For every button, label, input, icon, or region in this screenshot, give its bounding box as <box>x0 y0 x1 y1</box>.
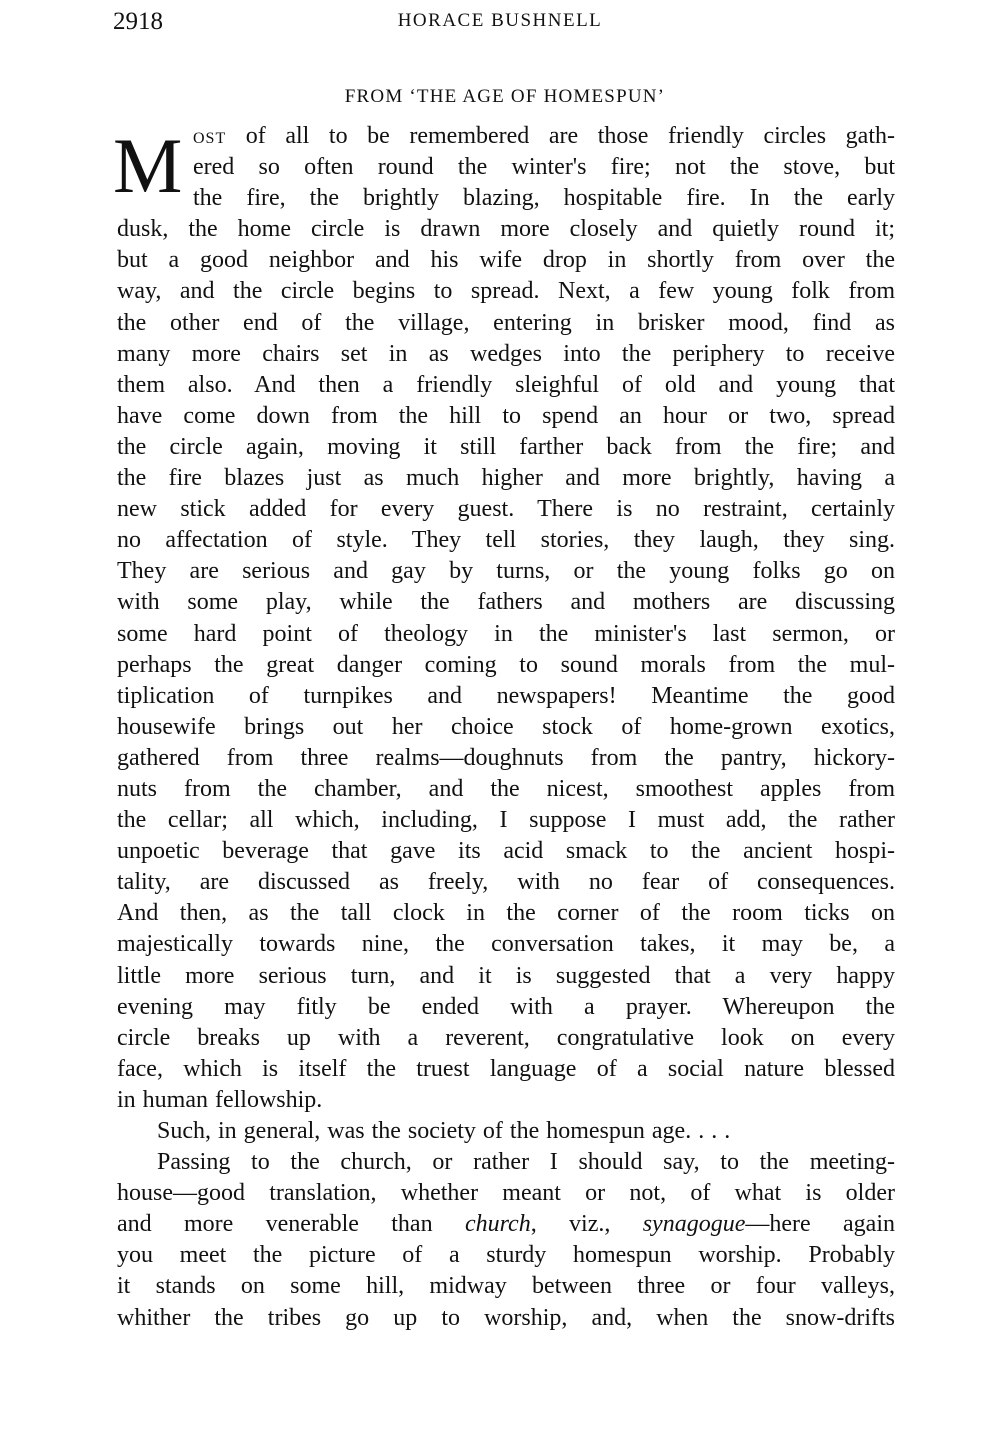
text-line: the fire, the brightly blazing, hospitable fire. In the early <box>193 185 895 212</box>
text-line: tiplication of turnpikes and newspapers! Meantime the good <box>117 682 895 709</box>
text-line: housewife brings out her choice stock of home-grown exotics, <box>117 713 895 740</box>
text-line: little more serious turn, and it is suggested that a very happy <box>117 962 895 989</box>
italic-word: synagogue <box>642 1211 746 1238</box>
text-line <box>117 1209 895 1240</box>
text-segment: —here again <box>745 1211 895 1238</box>
text-line: the fire blazes just as much higher and more brightly, having a <box>117 465 895 492</box>
text-line: many more chairs set in as wedges into the periphery to receive <box>117 340 895 367</box>
text-line: ered so often round the winter's fire; not the stove, but <box>193 154 895 181</box>
text-line: house—good translation, whether meant or not, of what is older <box>117 1180 895 1207</box>
text-line: in human fellowship. <box>117 1086 323 1113</box>
text-line: the cellar; all which, including, I suppose I must add, the rather <box>117 807 895 834</box>
page-number: 2918 <box>113 8 163 35</box>
paragraph-3 <box>117 1147 895 1334</box>
running-head: HORACE BUSHNELL <box>397 10 603 31</box>
text-line: tality, are discussed as freely, with no fear of consequences. <box>117 869 895 896</box>
text-line: the other end of the village, entering in brisker mood, find as <box>117 309 895 336</box>
text-line: with some play, while the fathers and mothers are discussing <box>117 589 895 616</box>
text-line: circle breaks up with a reverent, congratulative look on every <box>117 1024 895 1051</box>
paragraph-1 <box>117 121 895 1116</box>
text-line <box>193 121 895 152</box>
text-line: you meet the picture of a sturdy homespun worship. Probably <box>117 1242 895 1269</box>
text-line: Passing to the church, or rather I should say, to the meeting- <box>157 1149 895 1176</box>
text-line: unpoetic beverage that gave its acid smack to the ancient hospi- <box>117 838 895 865</box>
text-line: majestically towards nine, the conversation takes, it may be, a <box>117 931 895 958</box>
drop-cap: M <box>113 122 183 209</box>
text-line: nuts from the chamber, and the nicest, smoothest apples from <box>117 775 895 802</box>
text-line: some hard point of theology in the minister's last sermon, or <box>117 620 895 647</box>
paragraph-2: Such, in general, was the society of the homespun age. . . . <box>157 1118 731 1144</box>
text-line: evening may fitly be ended with a prayer. Whereupon the <box>117 993 895 1020</box>
text-segment: and more venerable than <box>117 1211 465 1238</box>
small-caps-opening: OST <box>193 130 227 147</box>
text-line: them also. And then a friendly sleighful of old and young that <box>117 371 895 398</box>
italic-word: church <box>464 1211 531 1238</box>
text-segment: , viz., <box>530 1211 643 1238</box>
text-line: it stands on some hill, midway between three or four valleys, <box>117 1273 895 1300</box>
section-title: FROM ‘THE AGE OF HOMESPUN’ <box>344 86 666 107</box>
text-line: And then, as the tall clock in the corner of the room ticks on <box>117 900 895 927</box>
body-text <box>113 121 895 1334</box>
text-line: They are serious and gay by turns, or the young folks go on <box>117 558 895 585</box>
text-line: have come down from the hill to spend an hour or two, spread <box>117 402 895 429</box>
text-line: face, which is itself the truest language of a social nature blessed <box>117 1055 895 1082</box>
text-line: no affectation of style. They tell stories, they laugh, they sing. <box>117 527 895 554</box>
text-line: way, and the circle begins to spread. Next, a few young folk from <box>117 278 895 305</box>
text-line: the circle again, moving it still farther back from the fire; and <box>117 433 895 460</box>
text-line: new stick added for every guest. There is no restraint, certainly <box>117 496 895 523</box>
text-segment: of all to be remembered are those friendly circles gath- <box>226 123 895 149</box>
text-line: perhaps the great danger coming to sound morals from the mul- <box>117 651 895 678</box>
text-line: but a good neighbor and his wife drop in shortly from over the <box>117 247 895 274</box>
text-line: whither the tribes go up to worship, and, when the snow-drifts <box>117 1304 895 1331</box>
text-line: dusk, the home circle is drawn more closely and quietly round it; <box>117 216 895 243</box>
text-line: gathered from three realms—doughnuts from the pantry, hickory- <box>117 744 895 771</box>
